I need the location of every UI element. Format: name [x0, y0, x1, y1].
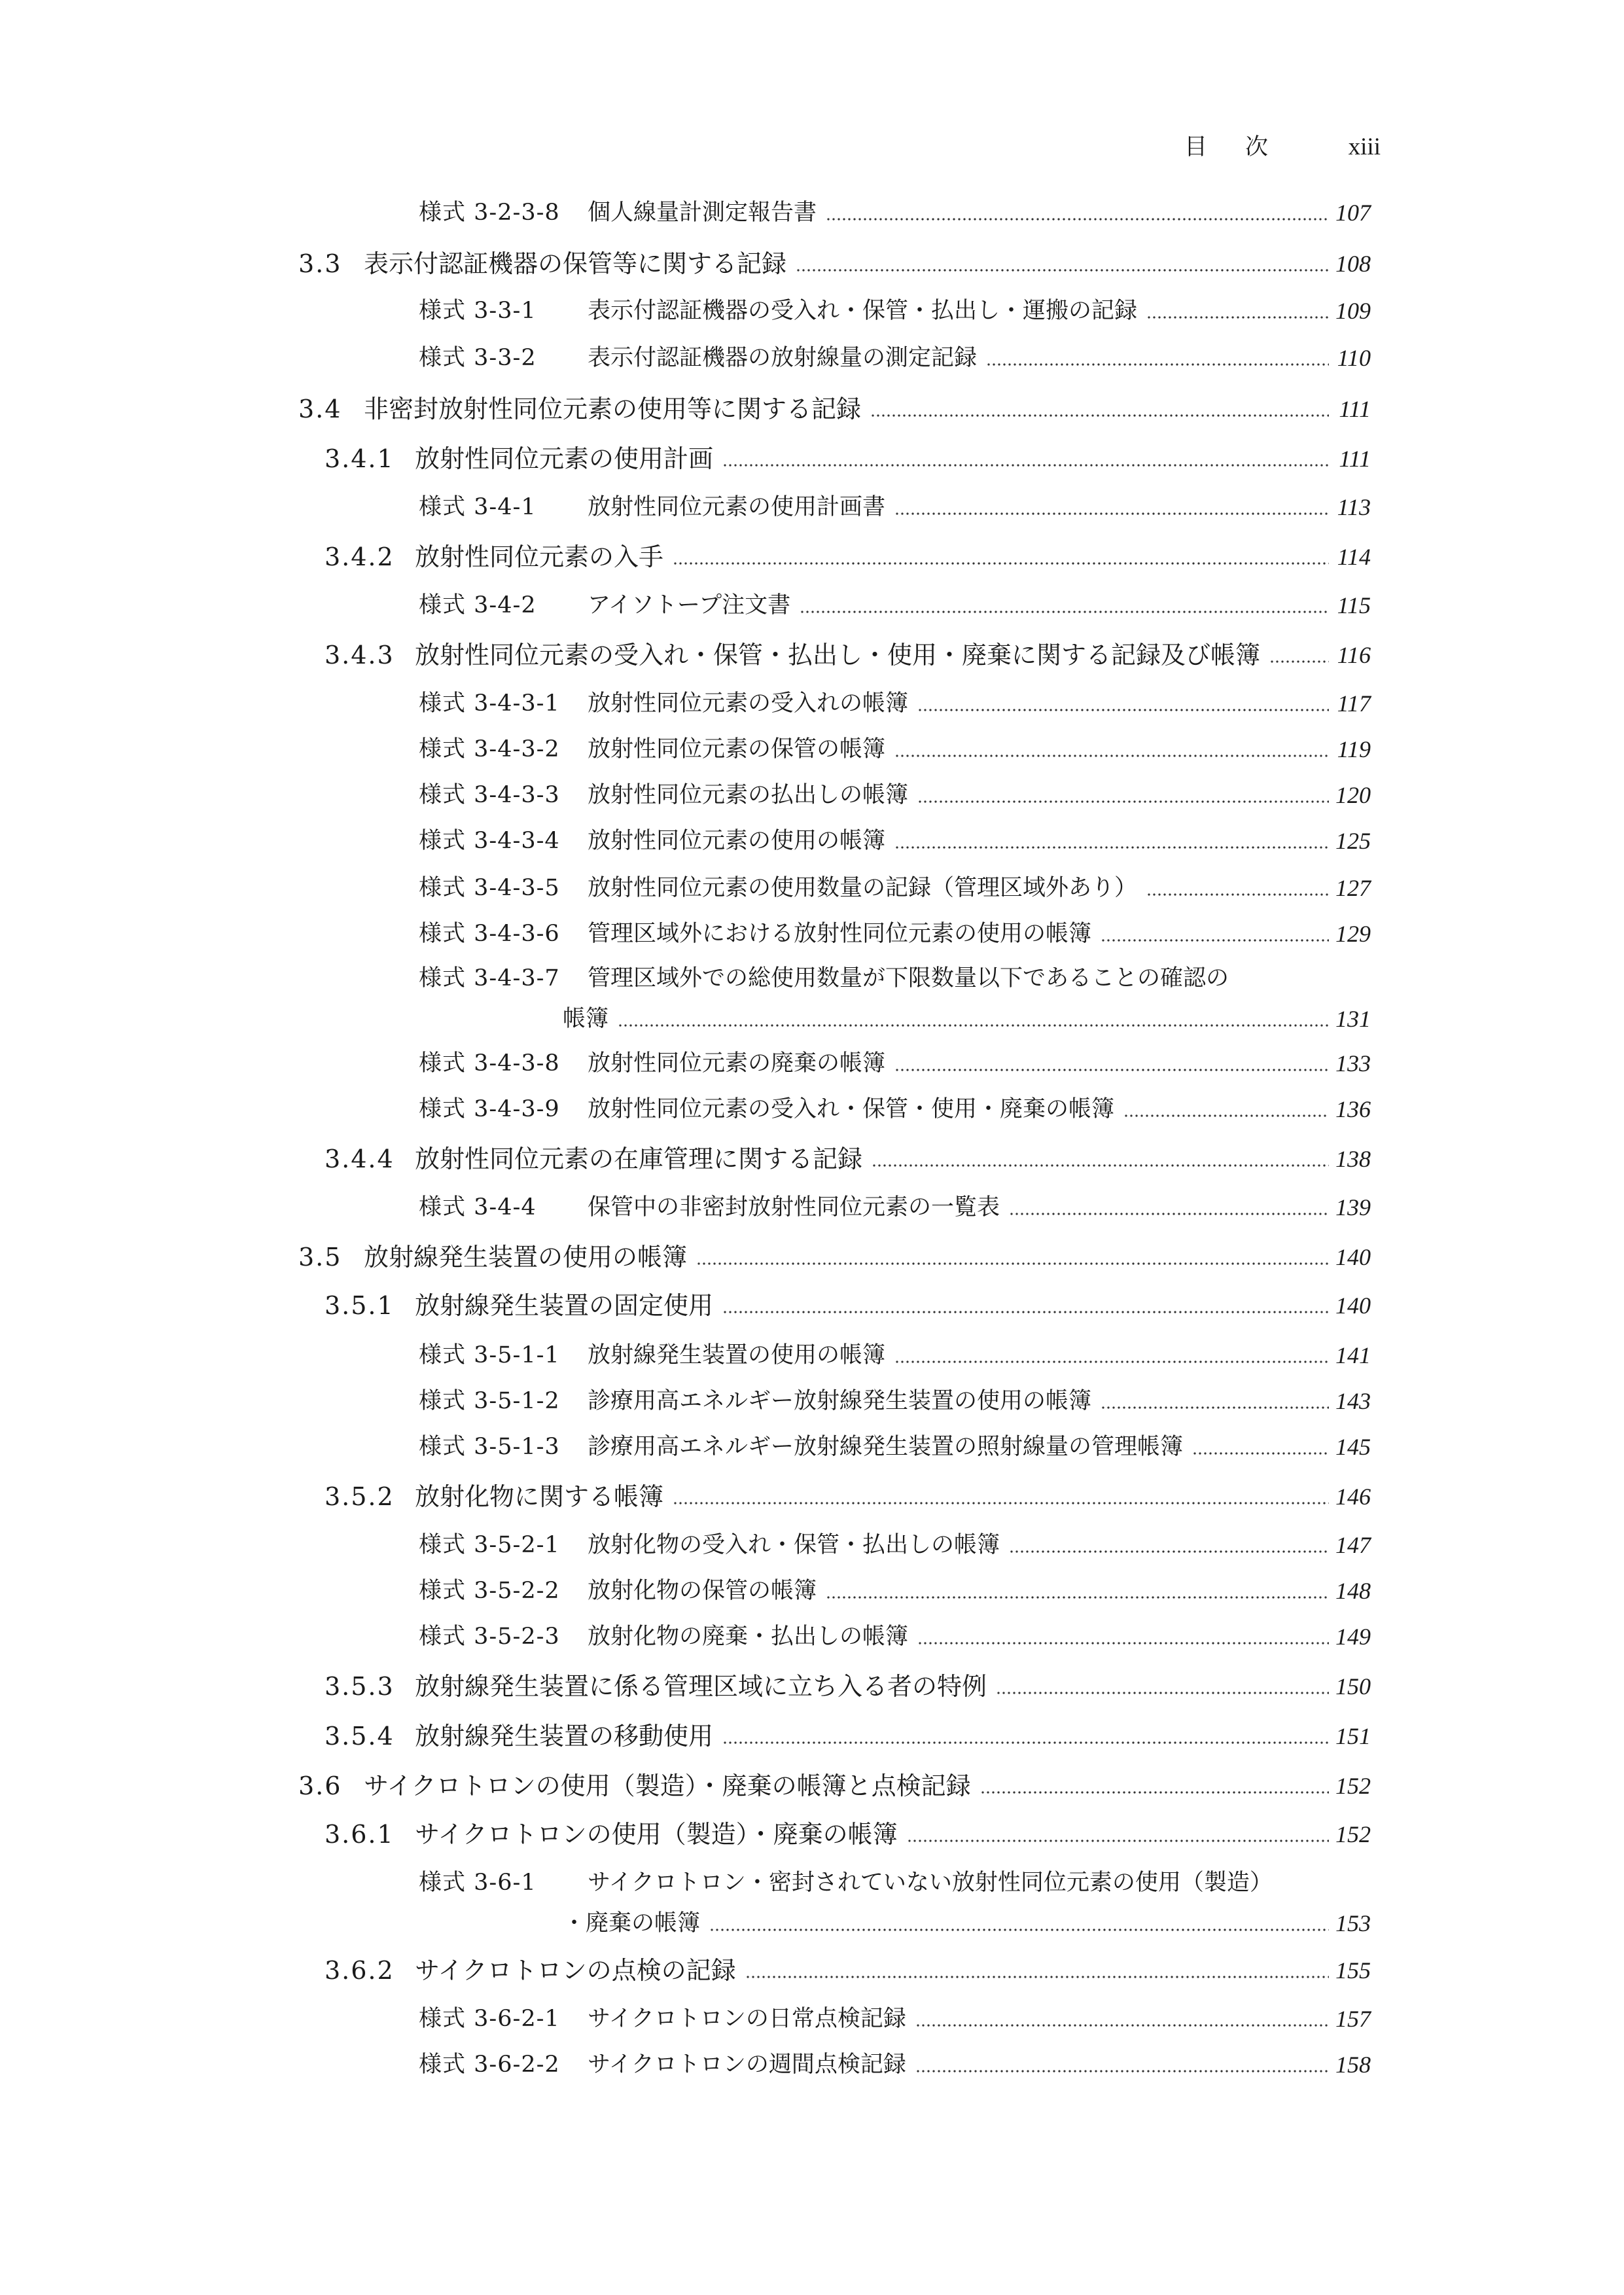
dot-leader [826, 1574, 1329, 1607]
toc-entry-number: 3.5.4 [325, 1722, 395, 1751]
dot-leader [915, 2048, 1329, 2081]
toc-entry-title: 表示付認証機器の放射線量の測定記録 [588, 345, 978, 371]
toc-entry-title: 放射線発生装置の使用の帳簿 [588, 1342, 886, 1368]
toc-entry-number: 様式 3-4-3-3 [419, 782, 560, 808]
toc-entry[interactable] [0, 779, 1624, 815]
toc-entry[interactable] [0, 687, 1624, 724]
toc-entry-title: 表示付認証機器の保管等に関する記録 [364, 249, 787, 278]
toc-entry[interactable] [0, 1047, 1624, 1084]
toc-entry-number: 様式 3-4-2 [419, 592, 537, 618]
toc-entry-page-number: 131 [1335, 1006, 1371, 1032]
dot-leader [980, 1770, 1329, 1802]
dot-leader [709, 1907, 1329, 1940]
toc-entry[interactable] [0, 917, 1624, 954]
toc-entry-title-continuation: 帳簿 [563, 1006, 609, 1032]
dot-leader [986, 342, 1329, 374]
toc-entry-number: 3.3 [298, 249, 342, 278]
toc-entry-number: 様式 3-6-2-2 [419, 2052, 560, 2078]
toc-entry-number: 様式 3-4-3-6 [419, 921, 560, 947]
toc-entry[interactable] [0, 1620, 1624, 1657]
toc-entry-title: 個人線量計測定報告書 [588, 200, 817, 226]
dot-leader [894, 1339, 1329, 1372]
toc-entry-page-number: 109 [1335, 298, 1371, 324]
toc-entry[interactable] [0, 541, 1624, 577]
toc-entry[interactable] [0, 294, 1624, 331]
toc-entry-number: 3.6.1 [325, 1820, 395, 1849]
toc-entry-page-number: 139 [1335, 1194, 1371, 1220]
toc-entry-title: サイクロトロンの使用（製造）・廃棄の帳簿と点検記録 [364, 1771, 971, 1800]
toc-entry[interactable] [0, 1720, 1624, 1756]
toc-entry-page-number: 111 [1339, 446, 1371, 472]
toc-entry-page-number: 111 [1339, 396, 1371, 422]
toc-entry-page-number: 114 [1337, 544, 1371, 570]
toc-entry-title: 放射化物に関する帳簿 [415, 1482, 664, 1511]
toc-entry-page-number: 119 [1337, 736, 1371, 762]
toc-entry-title: サイクロトロンの点検の記録 [415, 1956, 736, 1985]
running-header [1184, 131, 1381, 164]
toc-entry-title: 放射性同位元素の使用計画書 [588, 494, 886, 520]
toc-entry-page-number: 108 [1335, 251, 1371, 277]
toc-entry-number: 3.4.1 [325, 444, 395, 473]
dot-leader [1101, 917, 1329, 950]
toc-entry-page-number: 148 [1335, 1578, 1371, 1604]
toc-entry-number: 様式 3-2-3-8 [419, 200, 560, 226]
toc-entry-number: 様式 3-4-1 [419, 494, 537, 520]
toc-entry-number: 様式 3-3-2 [419, 345, 537, 371]
toc-entry[interactable] [0, 1241, 1624, 1277]
dot-leader [618, 1003, 1329, 1035]
toc-entry-page-number: 129 [1335, 921, 1371, 947]
toc-entry-page-number: 136 [1335, 1096, 1371, 1122]
dot-leader [907, 1818, 1329, 1851]
dot-leader [796, 247, 1329, 280]
toc-entry[interactable] [0, 2048, 1624, 2085]
toc-entry-title-continuation: ・廃棄の帳簿 [563, 1910, 701, 1936]
toc-entry-title: 表示付認証機器の受入れ・保管・払出し・運搬の記録 [588, 298, 1138, 324]
toc-entry[interactable] [0, 1866, 1624, 1944]
running-header-page-number: xiii [1348, 133, 1381, 160]
dot-leader [1123, 1093, 1329, 1126]
toc-entry-page-number: 150 [1335, 1673, 1371, 1699]
toc-entry[interactable] [0, 962, 1624, 1039]
toc-entry-page-number: 107 [1335, 200, 1371, 226]
toc-entry-number: 3.5.3 [325, 1672, 395, 1701]
toc-entry-page-number: 151 [1335, 1723, 1371, 1749]
toc-entry-number: 様式 3-5-1-1 [419, 1342, 560, 1368]
toc-entry-number: 様式 3-4-4 [419, 1194, 537, 1220]
toc-entry-number: 様式 3-5-1-2 [419, 1388, 560, 1414]
toc-entry-page-number: 117 [1337, 690, 1371, 717]
toc-entry[interactable] [0, 1529, 1624, 1565]
dot-leader [1146, 872, 1329, 904]
dot-leader [1146, 294, 1329, 327]
toc-entry-title: 非密封放射性同位元素の使用等に関する記録 [364, 395, 862, 423]
toc-entry-number: 様式 3-4-3-2 [419, 736, 560, 762]
toc-entry[interactable] [0, 872, 1624, 908]
toc-entry-page-number: 113 [1337, 494, 1371, 520]
toc-entry-title: 放射性同位元素の受入れ・保管・使用・廃棄の帳簿 [588, 1096, 1115, 1122]
toc-entry-title: 放射性同位元素の使用数量の記録（管理区域外あり） [588, 875, 1138, 901]
toc-entry-page-number: 146 [1335, 1484, 1371, 1510]
toc-entry-page-number: 127 [1335, 875, 1371, 901]
dot-leader [1269, 639, 1329, 671]
toc-entry[interactable] [0, 491, 1624, 527]
toc-entry[interactable] [0, 1954, 1624, 1991]
toc-entry-page-number: 116 [1337, 642, 1371, 668]
toc-entry-title: サイクロトロンの日常点検記録 [588, 2006, 906, 2032]
toc-entry-title: 放射化物の廃棄・払出しの帳簿 [588, 1624, 909, 1650]
toc-entry-title: 放射線発生装置の固定使用 [415, 1291, 714, 1320]
toc-entry-number: 様式 3-3-1 [419, 298, 537, 324]
dot-leader [917, 779, 1329, 811]
toc-entry-page-number: 141 [1335, 1342, 1371, 1368]
toc-entry[interactable] [0, 589, 1624, 626]
dot-leader [1009, 1191, 1329, 1224]
toc-entry-title: 管理区域外における放射性同位元素の使用の帳簿 [588, 921, 1092, 947]
toc-entry-page-number: 152 [1335, 1773, 1371, 1799]
toc-entry-title: 放射性同位元素の廃棄の帳簿 [588, 1050, 886, 1076]
toc-entry-title: 放射性同位元素の受入れの帳簿 [588, 690, 909, 717]
toc-entry-page-number: 140 [1335, 1244, 1371, 1270]
toc-entry[interactable] [0, 1191, 1624, 1228]
toc-entry[interactable] [0, 1770, 1624, 1806]
toc-entry[interactable] [0, 1143, 1624, 1179]
toc-entry-page-number: 147 [1335, 1532, 1371, 1558]
toc-entry-page-number: 157 [1335, 2006, 1371, 2032]
toc-entry-page-number: 152 [1335, 1821, 1371, 1847]
toc-entry[interactable] [0, 196, 1624, 233]
toc-entry-page-number: 155 [1335, 1957, 1371, 1984]
toc-entry[interactable] [0, 733, 1624, 770]
dot-leader [894, 491, 1329, 524]
dot-leader [915, 2002, 1329, 2035]
dot-leader [996, 1670, 1329, 1703]
toc-entry-title: 管理区域外での総使用数量が下限数量以下であることの確認の [588, 965, 1229, 991]
toc-entry-page-number: 133 [1335, 1050, 1371, 1076]
dot-leader [917, 687, 1329, 720]
toc-entry-number: 様式 3-5-1-3 [419, 1434, 560, 1460]
toc-entry-title: サイクロトロンの週間点検記録 [588, 2052, 906, 2078]
dot-leader [894, 1047, 1329, 1080]
toc-entry-number: 様式 3-6-1 [419, 1870, 537, 1896]
toc-entry-title: 診療用高エネルギー放射線発生装置の照射線量の管理帳簿 [588, 1434, 1184, 1460]
toc-entry-title: 放射化物の受入れ・保管・払出しの帳簿 [588, 1532, 1000, 1558]
dot-leader [1009, 1529, 1329, 1561]
toc-entry[interactable] [0, 639, 1624, 675]
toc-entry[interactable] [0, 1818, 1624, 1855]
dot-leader [894, 825, 1329, 857]
toc-entry[interactable] [0, 1385, 1624, 1421]
toc-entry-number: 3.5.1 [325, 1291, 395, 1320]
toc-entry-number: 様式 3-4-3-4 [419, 828, 560, 854]
toc-entry-title: 診療用高エネルギー放射線発生装置の使用の帳簿 [588, 1388, 1092, 1414]
toc-entry-number: 様式 3-4-3-1 [419, 690, 560, 717]
toc-entry-page-number: 115 [1337, 592, 1371, 618]
toc-entry-number: 様式 3-5-2-1 [419, 1532, 560, 1558]
dot-leader [800, 589, 1329, 622]
toc-entry[interactable] [0, 1093, 1624, 1130]
toc-entry-number: 様式 3-4-3-7 [419, 965, 560, 991]
toc-entry[interactable] [0, 442, 1624, 479]
toc-entry-page-number: 149 [1335, 1624, 1371, 1650]
toc-entry[interactable] [0, 247, 1624, 284]
toc-entry[interactable] [0, 1670, 1624, 1707]
toc-entry-number: 3.6.2 [325, 1956, 395, 1985]
toc-entry[interactable] [0, 1339, 1624, 1376]
dot-leader [722, 1289, 1329, 1322]
dot-leader [696, 1241, 1329, 1273]
toc-entry-page-number: 120 [1335, 782, 1371, 808]
toc-entry-title: 放射性同位元素の在庫管理に関する記録 [415, 1145, 863, 1173]
dot-leader [722, 1720, 1329, 1752]
dot-leader [673, 1480, 1329, 1513]
toc-entry[interactable] [0, 1431, 1624, 1467]
running-header-label: 目次 [1184, 134, 1307, 160]
toc-entry[interactable] [0, 825, 1624, 861]
toc-entry-title: 保管中の非密封放射性同位元素の一覧表 [588, 1194, 1000, 1220]
toc-entry-number: 3.5 [298, 1243, 342, 1272]
dot-leader [872, 1143, 1329, 1175]
toc-entry-number: 3.4.3 [325, 641, 395, 669]
toc-entry-title: 放射性同位元素の受入れ・保管・払出し・使用・廃棄に関する記録及び帳簿 [415, 641, 1261, 669]
toc-entry-number: 様式 3-5-2-3 [419, 1624, 560, 1650]
toc-entry-number: 様式 3-4-3-9 [419, 1096, 560, 1122]
toc-entry-title: 放射化物の保管の帳簿 [588, 1578, 817, 1604]
toc-entry[interactable] [0, 393, 1624, 429]
dot-leader [894, 733, 1329, 766]
toc-entry-page-number: 158 [1335, 2052, 1371, 2078]
toc-entry[interactable] [0, 1480, 1624, 1517]
dot-leader [1192, 1431, 1329, 1463]
toc-entry[interactable] [0, 1574, 1624, 1611]
dot-leader [1101, 1385, 1329, 1417]
dot-leader [673, 541, 1329, 573]
toc-entry-title: 放射線発生装置の移動使用 [415, 1722, 714, 1751]
toc-entry-title: 放射性同位元素の払出しの帳簿 [588, 782, 909, 808]
toc-entry-title: サイクロトロンの使用（製造）・廃棄の帳簿 [415, 1820, 898, 1849]
toc-entry-number: 様式 3-4-3-5 [419, 875, 560, 901]
toc-entry-number: 様式 3-6-2-1 [419, 2006, 560, 2032]
toc-entry-title: 放射線発生装置に係る管理区域に立ち入る者の特例 [415, 1672, 987, 1701]
toc-entry-number: 3.4.2 [325, 543, 395, 571]
toc-entry-number: 様式 3-5-2-2 [419, 1578, 560, 1604]
toc-entry-page-number: 140 [1335, 1292, 1371, 1319]
toc-entry-page-number: 143 [1335, 1388, 1371, 1414]
toc-entry-page-number: 138 [1335, 1146, 1371, 1172]
toc-entry-title: 放射性同位元素の使用計画 [415, 444, 714, 473]
toc-entry[interactable] [0, 342, 1624, 378]
toc-entry-number: 3.4 [298, 395, 342, 423]
toc-entry-number: 3.6 [298, 1771, 342, 1800]
toc-entry-title: 放射線発生装置の使用の帳簿 [364, 1243, 688, 1272]
toc-entry-title: サイクロトロン・密封されていない放射性同位元素の使用（製造） [588, 1870, 1273, 1896]
toc-entry[interactable] [0, 1289, 1624, 1326]
toc-entry-page-number: 145 [1335, 1434, 1371, 1460]
dot-leader [917, 1620, 1329, 1653]
toc-entry-number: 3.5.2 [325, 1482, 395, 1511]
toc-entry-number: 様式 3-4-3-8 [419, 1050, 560, 1076]
toc-entry-page-number: 153 [1335, 1910, 1371, 1936]
toc-entry-page-number: 110 [1337, 345, 1371, 371]
dot-leader [745, 1954, 1329, 1987]
toc-entry-title: 放射性同位元素の入手 [415, 543, 664, 571]
dot-leader [826, 196, 1329, 229]
toc-entry[interactable] [0, 2002, 1624, 2039]
toc-entry-title: 放射性同位元素の保管の帳簿 [588, 736, 886, 762]
dot-leader [870, 393, 1329, 425]
toc-entry-title: 放射性同位元素の使用の帳簿 [588, 828, 886, 854]
toc-entry-page-number: 125 [1335, 828, 1371, 854]
dot-leader [722, 442, 1329, 475]
toc-entry-title: アイソトープ注文書 [588, 592, 791, 618]
toc-entry-number: 3.4.4 [325, 1145, 395, 1173]
